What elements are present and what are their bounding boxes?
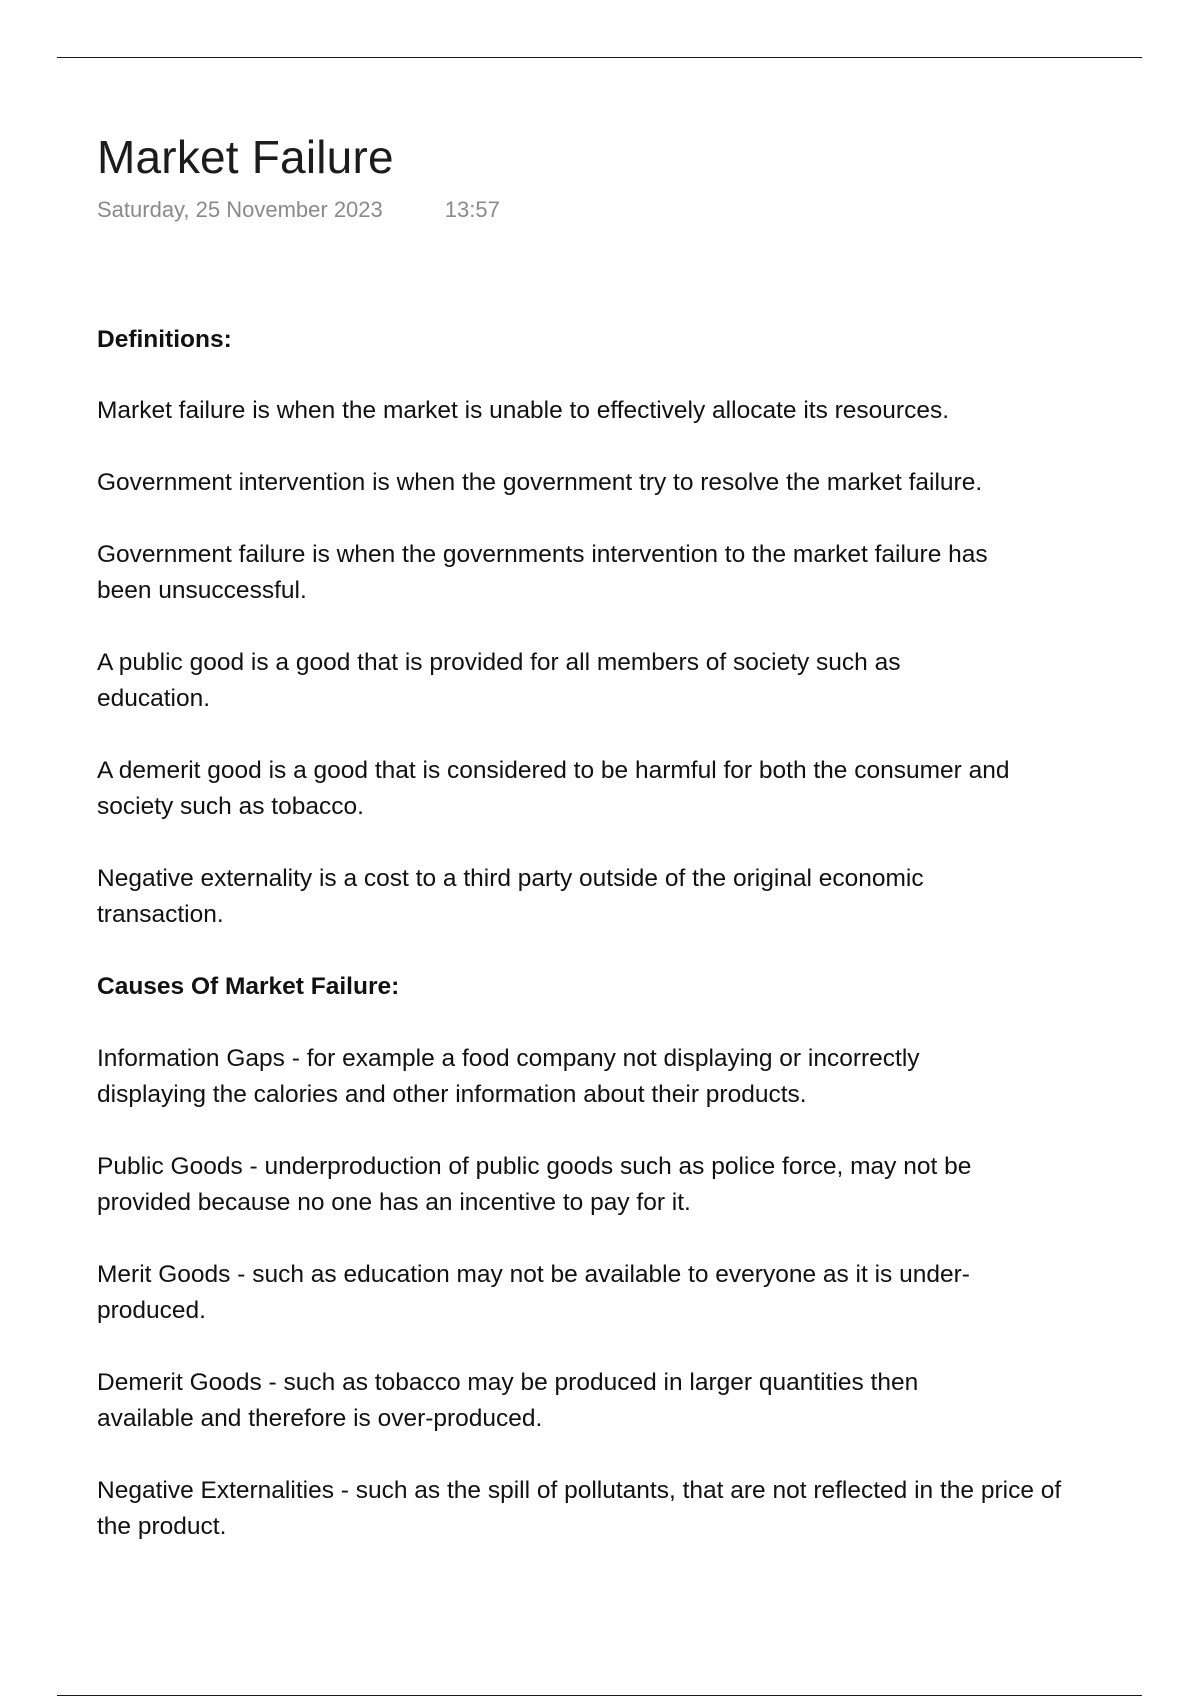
definition-item: A demerit good is a good that is considered to be harmful for both the consumer and society such as tobacco. xyxy=(97,757,1010,820)
bottom-divider xyxy=(57,1695,1142,1696)
definition-item: Negative externality is a cost to a third party outside of the original economic transaction. xyxy=(97,865,924,928)
page-date: Saturday, 25 November 2023 xyxy=(97,197,383,223)
page-time: 13:57 xyxy=(444,197,500,223)
page-title[interactable]: Market Failure xyxy=(97,131,394,183)
top-divider xyxy=(57,57,1142,58)
definition-item: Market failure is when the market is unable to effectively allocate its resources. xyxy=(97,397,949,424)
cause-item: Public Goods - underproduction of public goods such as police force, may not be provided because no one has an incentive to pay for it. xyxy=(97,1153,972,1216)
definitions-heading: Definitions: xyxy=(97,326,232,353)
cause-item: Demerit Goods - such as tobacco may be produced in larger quantities then available and therefore is over-produced. xyxy=(97,1369,919,1432)
page-meta xyxy=(97,197,1097,223)
causes-heading: Causes Of Market Failure: xyxy=(97,973,400,1000)
definition-item: Government intervention is when the government try to resolve the market failure. xyxy=(97,469,983,496)
definition-item: A public good is a good that is provided for all members of society such as education. xyxy=(97,649,901,712)
note-content[interactable] xyxy=(97,322,1097,1545)
definition-item: Government failure is when the governments intervention to the market failure has been unsuccessful. xyxy=(97,541,988,604)
cause-item: Information Gaps - for example a food company not displaying or incorrectly displaying the calories and other information about their products. xyxy=(97,1045,920,1108)
page-header xyxy=(97,130,1097,223)
cause-item: Merit Goods - such as education may not be available to everyone as it is under-produced. xyxy=(97,1261,970,1324)
cause-item: Negative Externalities - such as the spill of pollutants, that are not reflected in the price of the product. xyxy=(97,1477,1062,1540)
